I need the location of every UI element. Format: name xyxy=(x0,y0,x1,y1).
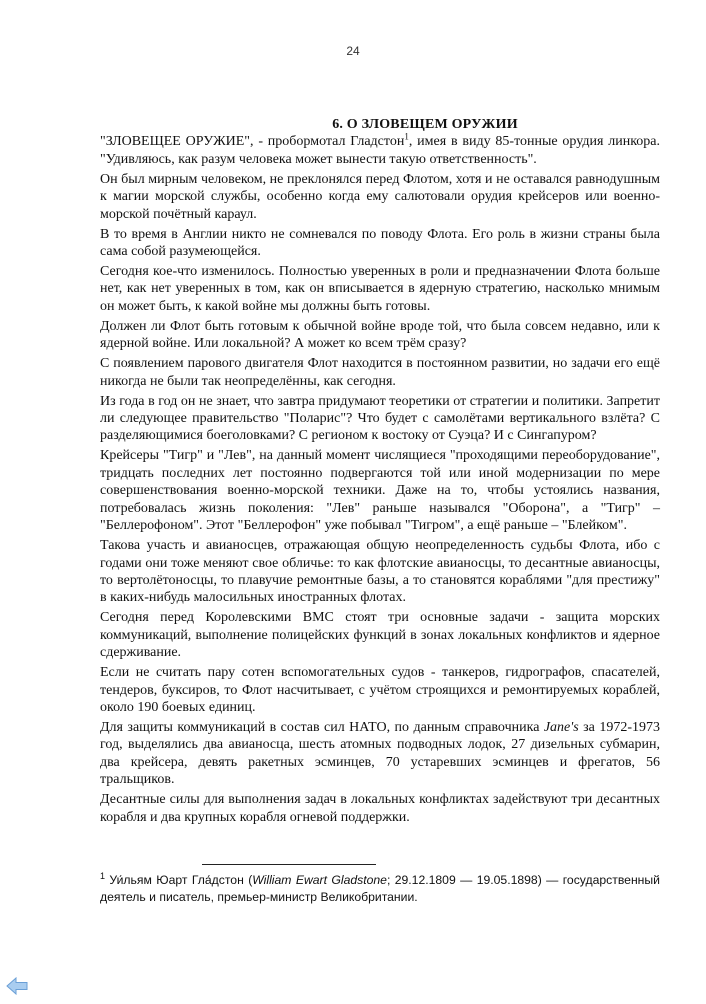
paragraph: Для защиты коммуникаций в состав сил НАТО, по данным справочника Jane's за 1972-1973 год, выделялись два авианосца, шесть атомных подводных лодок, 27 дизельных субмарин, два крейсера, девять ракетных эсминцев, 70 устаревших эсминцев и фрегатов, 56 тральщиков. xyxy=(100,719,660,788)
chapter-title: 6. О ЗЛОВЕЩЕМ ОРУЖИИ xyxy=(332,117,518,132)
paragraph: Сегодня перед Королевскими ВМС стоят три основные задачи - защита морских коммуникаций, выполнение полицейских функций в зонах локальных конфликтов и ядерное сдерживание. xyxy=(100,610,660,661)
page-number: 24 xyxy=(346,44,360,58)
paragraph: В то время в Англии никто не сомневался по поводу Флота. Его роль в жизни страны была сама собой разумеющейся. xyxy=(100,226,660,260)
paragraph: С появлением парового двигателя Флот находится в постоянном развитии, но задачи его ещё никогда не были так неопределённы, как сегодня. xyxy=(100,356,660,389)
paragraph: Крейсеры "Тигр" и "Лев", на данный момент числящиеся "проходящими переоборудование", тридцать последних лет постоянно подвергаются той или иной модернизации по мере совершенствования военно-морской техники. Даже на то, чтобы устоялись названия, потребовалась жизнь поколения: "Лев" раньше назывался "Оборона", а "Тигр" – "Беллерофоном". Этот "Беллерофон" уже побывал "Тигром", а ещё раньше – "Блейком". xyxy=(100,448,660,534)
back-arrow-icon[interactable] xyxy=(6,977,28,995)
footnote: $^1$ Уи́льям Юарт Гла́дстон (William Ewart Gladstone; 29.12.1809 — 19.05.1898) — государственный деятель и писатель, премьер-министр Великобритании. xyxy=(100,870,660,904)
paragraph: Он был мирным человеком, не преклонялся перед Флотом, хотя и не оставался равнодушным к магии морской службы, особенно когда ему салютовали орудия крейсеров или военно-морской почётный караул. xyxy=(100,171,660,222)
paragraph: Должен ли Флот быть готовым к обычной войне вроде той, что была совсем недавно, или к ядерной войне. Или локальной? А может ко всем трём сразу? xyxy=(100,318,660,352)
paragraph: "ЗЛОВЕЩЕЕ ОРУЖИЕ", - пробормотал Гладстон$^1$, имея в виду 85-тонные орудия линкора. "Удивляюсь, как разум человека может вынести такую ответственность". xyxy=(100,131,660,167)
paragraph: Если не считать пару сотен вспомогательных судов - танкеров, гидрографов, спасателей, тендеров, буксиров, то Флот насчитывает, с учётом строящихся и ремонтируемых кораблей, около 190 боевых единиц. xyxy=(100,665,660,715)
footnote-marker: 1 xyxy=(100,870,106,881)
paragraph: Из года в год он не знает, что завтра придумают теоретики от стратегии и политики. Запретит ли следующее правительство "Поларис"? Что будет с самолётами вертикального взлёта? С разделяющимися боеголовками? С регионом к востоку от Суэца? И с Сингапуром? xyxy=(100,393,660,444)
footnote-separator xyxy=(202,864,376,865)
paragraph: Такова участь и авианосцев, отражающая общую неопределенность судьбы Флота, ибо с годами они тоже меняют свое обличье: то как флотские авианосцы, то десантные авианосцы, то вертолётоносцы, то плавучие ремонтные базы, а то становятся кораблями "для престижу" в каких-нибудь малосильных иностранных флотах. xyxy=(100,538,660,606)
paragraph: Десантные силы для выполнения задач в локальных конфликтах задействуют три десантных корабля и два крупных корабля огневой поддержки. xyxy=(100,792,660,825)
footnote-ref[interactable]: 1 xyxy=(404,131,409,142)
document-body xyxy=(100,116,660,829)
paragraph: Сегодня кое-что изменилось. Полностью уверенных в роли и предназначении Флота больше нет, как нет уверенных в том, как он вписывается в ядерную стратегию, насколько мнимым он может быть, к какой войне мы должны быть готовы. xyxy=(100,264,660,314)
